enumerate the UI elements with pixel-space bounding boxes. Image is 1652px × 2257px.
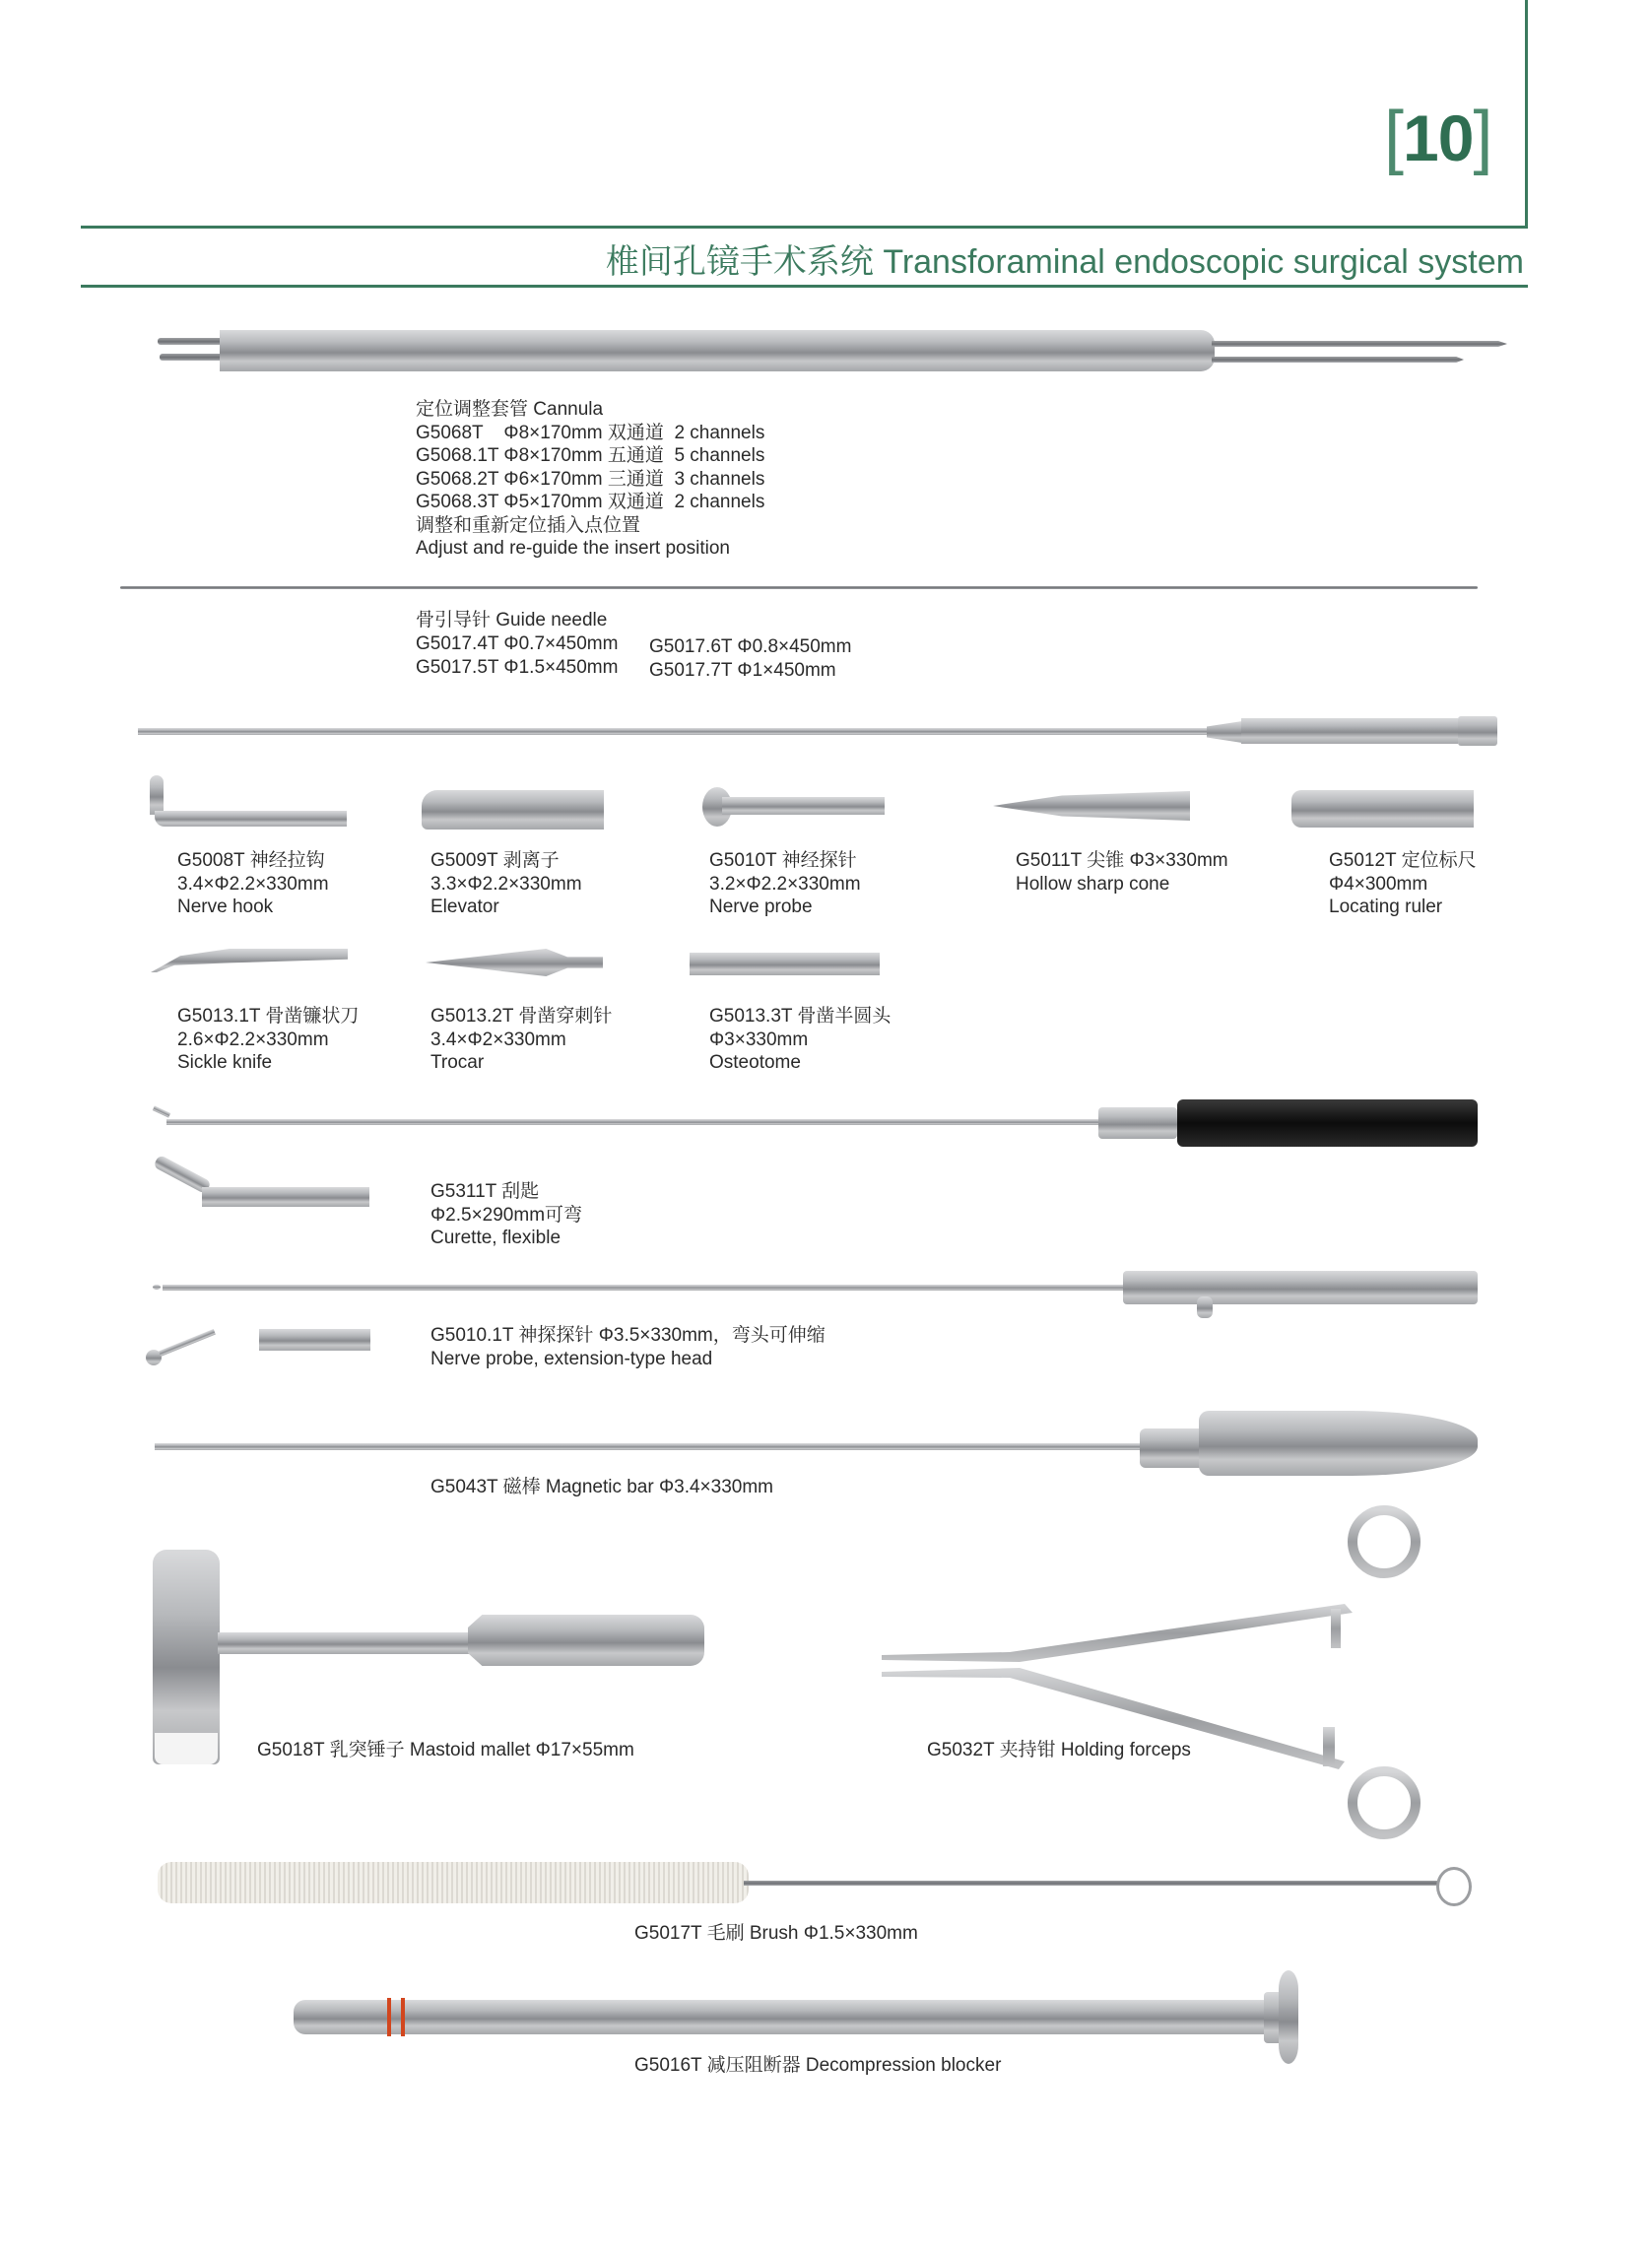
section-title: 椎间孔镜手术系统 Transforaminal endoscopic surgical system (605, 243, 1524, 281)
tip-code: G5008T 神经拉钩 (177, 850, 325, 871)
tip-name: Nerve probe (709, 896, 813, 917)
tip-name: Sickle knife (177, 1052, 273, 1073)
guide-needle-col2 (649, 635, 851, 682)
guide-needle-title: 骨引导针 Guide needle (416, 610, 608, 631)
curette-description (430, 1180, 582, 1250)
magnetic-bar-label: G5043T 磁棒 Magnetic bar Φ3.4×330mm (430, 1477, 774, 1497)
tip-size: 2.6×Φ2.2×330mm (177, 1029, 329, 1050)
tip-name: Nerve hook (177, 896, 274, 917)
nerve-probe-extension-line2: Nerve probe, extension-type head (430, 1348, 713, 1369)
tip-nerve-probe (709, 849, 861, 919)
curette-image (153, 1099, 1478, 1149)
brush-image (153, 1857, 1478, 1911)
mastoid-mallet-image (153, 1550, 714, 1766)
tip-size: Hollow sharp cone (1016, 873, 1170, 895)
nerve-hook-image (150, 775, 347, 830)
tip-size: Φ3×330mm (709, 1029, 809, 1050)
tip-size: 3.4×Φ2.2×330mm (177, 873, 329, 895)
nerve-probe-extension-description (430, 1324, 826, 1370)
tip-code: G5013.1T 骨凿镰状刀 (177, 1006, 360, 1027)
tip-code: G5009T 剥离子 (430, 850, 560, 871)
cannula-desc-en: Adjust and re-guide the insert position (416, 538, 730, 559)
tip-name: Locating ruler (1329, 896, 1443, 917)
curette-code: G5311T 刮匙 (430, 1181, 540, 1202)
cannula-title: 定位调整套管 Cannula (416, 399, 604, 420)
header-frame-right-border (1525, 0, 1528, 229)
nerve-probe-extension-line1: G5010.1T 神探探针 Φ3.5×330mm，弯头可伸缩 (430, 1325, 826, 1346)
magnetic-bar-image (155, 1411, 1478, 1476)
cannula-description (416, 398, 764, 561)
tip-size: Φ4×300mm (1329, 873, 1428, 895)
tip-size: 3.4×Φ2×330mm (430, 1029, 566, 1050)
cannula-model: G5068.2T Φ6×170mm 三通道 3 channels (416, 468, 765, 490)
instrument-handle-image (138, 716, 1497, 746)
elevator-image (422, 790, 604, 830)
tip-code: G5013.3T 骨凿半圆头 (709, 1006, 892, 1027)
guide-needle-model: G5017.5T Φ1.5×450mm (416, 656, 619, 678)
nerve-probe-extension-image (153, 1271, 1478, 1320)
cannula-model: G5068.1T Φ8×170mm 五通道 5 channels (416, 445, 765, 466)
tip-code: G5013.2T 骨凿穿刺针 (430, 1006, 613, 1027)
guide-needle-model: G5017.7T Φ1×450mm (649, 659, 836, 681)
tip-size: 3.2×Φ2.2×330mm (709, 873, 861, 895)
tip-name: Trocar (430, 1052, 485, 1073)
trocar-image (426, 949, 603, 976)
guide-needle-model: G5017.4T Φ0.7×450mm (416, 633, 619, 654)
decompression-blocker-image (294, 1970, 1328, 2064)
cannula-model: G5068.3T Φ5×170mm 双通道 2 channels (416, 492, 765, 512)
cannula-image (158, 330, 1517, 371)
locating-ruler-image (1291, 790, 1474, 828)
tip-name: Elevator (430, 896, 499, 917)
guide-needle-image (120, 586, 1478, 589)
page-number (1384, 97, 1491, 177)
cannula-model: G5068T Φ8×170mm 双通道 2 channels (416, 422, 765, 443)
curette-name: Curette, flexible (430, 1228, 562, 1248)
header-frame-divider (81, 226, 1528, 229)
curette-tip-image (148, 1162, 369, 1217)
holding-forceps-label: G5032T 夹持钳 Holding forceps (927, 1740, 1191, 1760)
tip-code: G5012T 定位标尺 (1329, 850, 1477, 871)
bracket-right: ] (1473, 98, 1492, 176)
tip-elevator (430, 849, 582, 919)
tip-code: G5010T 神经探针 (709, 850, 857, 871)
curette-size: Φ2.5×290mm可弯 (430, 1204, 583, 1226)
page-number-value: 10 (1403, 101, 1474, 174)
tip-size: 3.3×Φ2.2×330mm (430, 873, 582, 895)
osteotome-image (690, 953, 880, 975)
tip-sickle-knife (177, 1005, 359, 1075)
bracket-left: [ (1384, 98, 1404, 176)
hollow-sharp-cone-image (993, 791, 1190, 821)
mastoid-mallet-label: G5018T 乳突锤子 Mastoid mallet Φ17×55mm (257, 1740, 634, 1760)
tip-hollow-sharp-cone (1016, 849, 1228, 896)
tip-locating-ruler (1329, 849, 1477, 919)
brush-label: G5017T 毛刷 Brush Φ1.5×330mm (634, 1923, 918, 1944)
tip-code: G5011T 尖锥 Φ3×330mm (1016, 850, 1228, 871)
nerve-probe-image (702, 787, 885, 827)
decompression-blocker-label: G5016T 减压阻断器 Decompression blocker (634, 2055, 1002, 2076)
tip-osteotome (709, 1005, 891, 1075)
guide-needle-model: G5017.6T Φ0.8×450mm (649, 636, 852, 657)
sickle-knife-image (151, 949, 348, 972)
section-title-underline (81, 285, 1528, 288)
holding-forceps-image (882, 1502, 1433, 1852)
tip-trocar (430, 1005, 612, 1075)
nerve-probe-extension-tip-image (146, 1325, 370, 1369)
guide-needle-col1 (416, 632, 618, 679)
tip-nerve-hook (177, 849, 329, 919)
tip-name: Osteotome (709, 1052, 801, 1073)
cannula-desc-cn: 调整和重新定位插入点位置 (416, 514, 641, 536)
